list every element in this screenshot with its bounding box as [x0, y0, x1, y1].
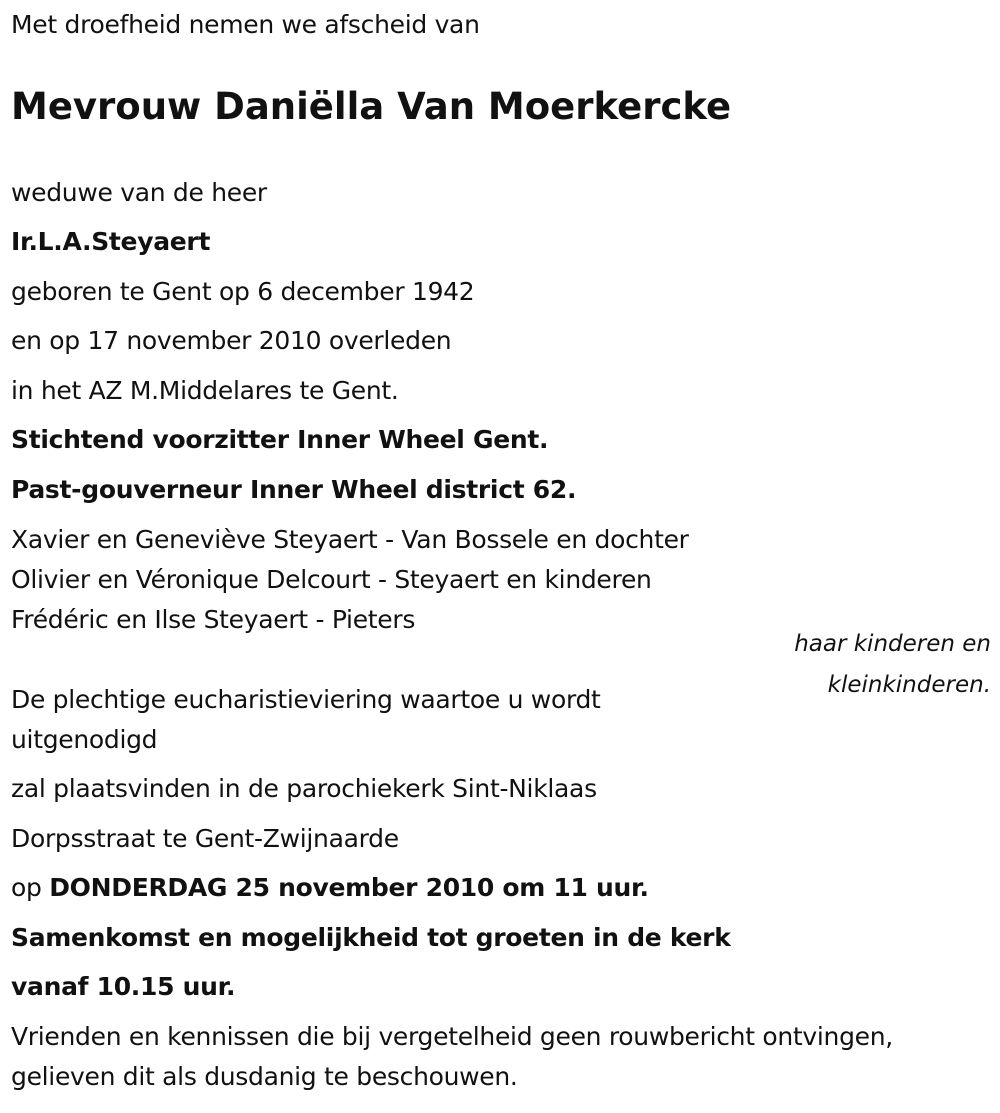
intro-text: Met droefheid nemen we afscheid van: [11, 10, 480, 39]
role-past-governor: Past-gouverneur Inner Wheel district 62.: [11, 475, 577, 504]
church-address: Dorpsstraat te Gent-Zwijnaarde: [11, 824, 399, 853]
closing-line: Vrienden en kennissen die bij vergetelheid geen rouwbericht ontvingen,: [11, 1022, 893, 1051]
gathering-info: Samenkomst en mogelijkheid tot groeten in de kerk: [11, 923, 731, 952]
closing-line: gelieven dit als dusdanig te beschouwen.: [11, 1062, 518, 1091]
family-note-line: kleinkinderen.: [827, 672, 991, 698]
family-member: Olivier en Véronique Delcourt - Steyaert en kinderen: [11, 565, 652, 594]
birth-info: geboren te Gent op 6 december 1942: [11, 277, 475, 306]
widow-of-label: weduwe van de heer: [11, 178, 267, 207]
ceremony-date-value: DONDERDAG 25 november 2010 om 11 uur.: [49, 873, 649, 902]
family-member: Frédéric en Ilse Steyaert - Pieters: [11, 605, 416, 634]
church-location: zal plaatsvinden in de parochiekerk Sint-Niklaas: [11, 774, 597, 803]
gathering-time: vanaf 10.15 uur.: [11, 972, 236, 1001]
ceremony-date: [11, 872, 649, 904]
death-info: en op 17 november 2010 overleden: [11, 326, 452, 355]
spouse-name: Ir.L.A.Steyaert: [11, 227, 211, 256]
family-note: [794, 624, 991, 706]
family-member: Xavier en Geneviève Steyaert - Van Bossele en dochter: [11, 525, 689, 554]
role-founding-president: Stichtend voorzitter Inner Wheel Gent.: [11, 425, 549, 454]
family-note-line: haar kinderen en: [794, 631, 991, 657]
place-of-death: in het AZ M.Middelares te Gent.: [11, 376, 399, 405]
invitation-text-cont: uitgenodigd: [11, 725, 158, 754]
invitation-text: De plechtige eucharistieviering waartoe u wordt: [11, 685, 601, 714]
ceremony-date-prefix: op: [11, 873, 50, 902]
deceased-name: Mevrouw Daniëlla Van Moerkercke: [11, 85, 732, 128]
